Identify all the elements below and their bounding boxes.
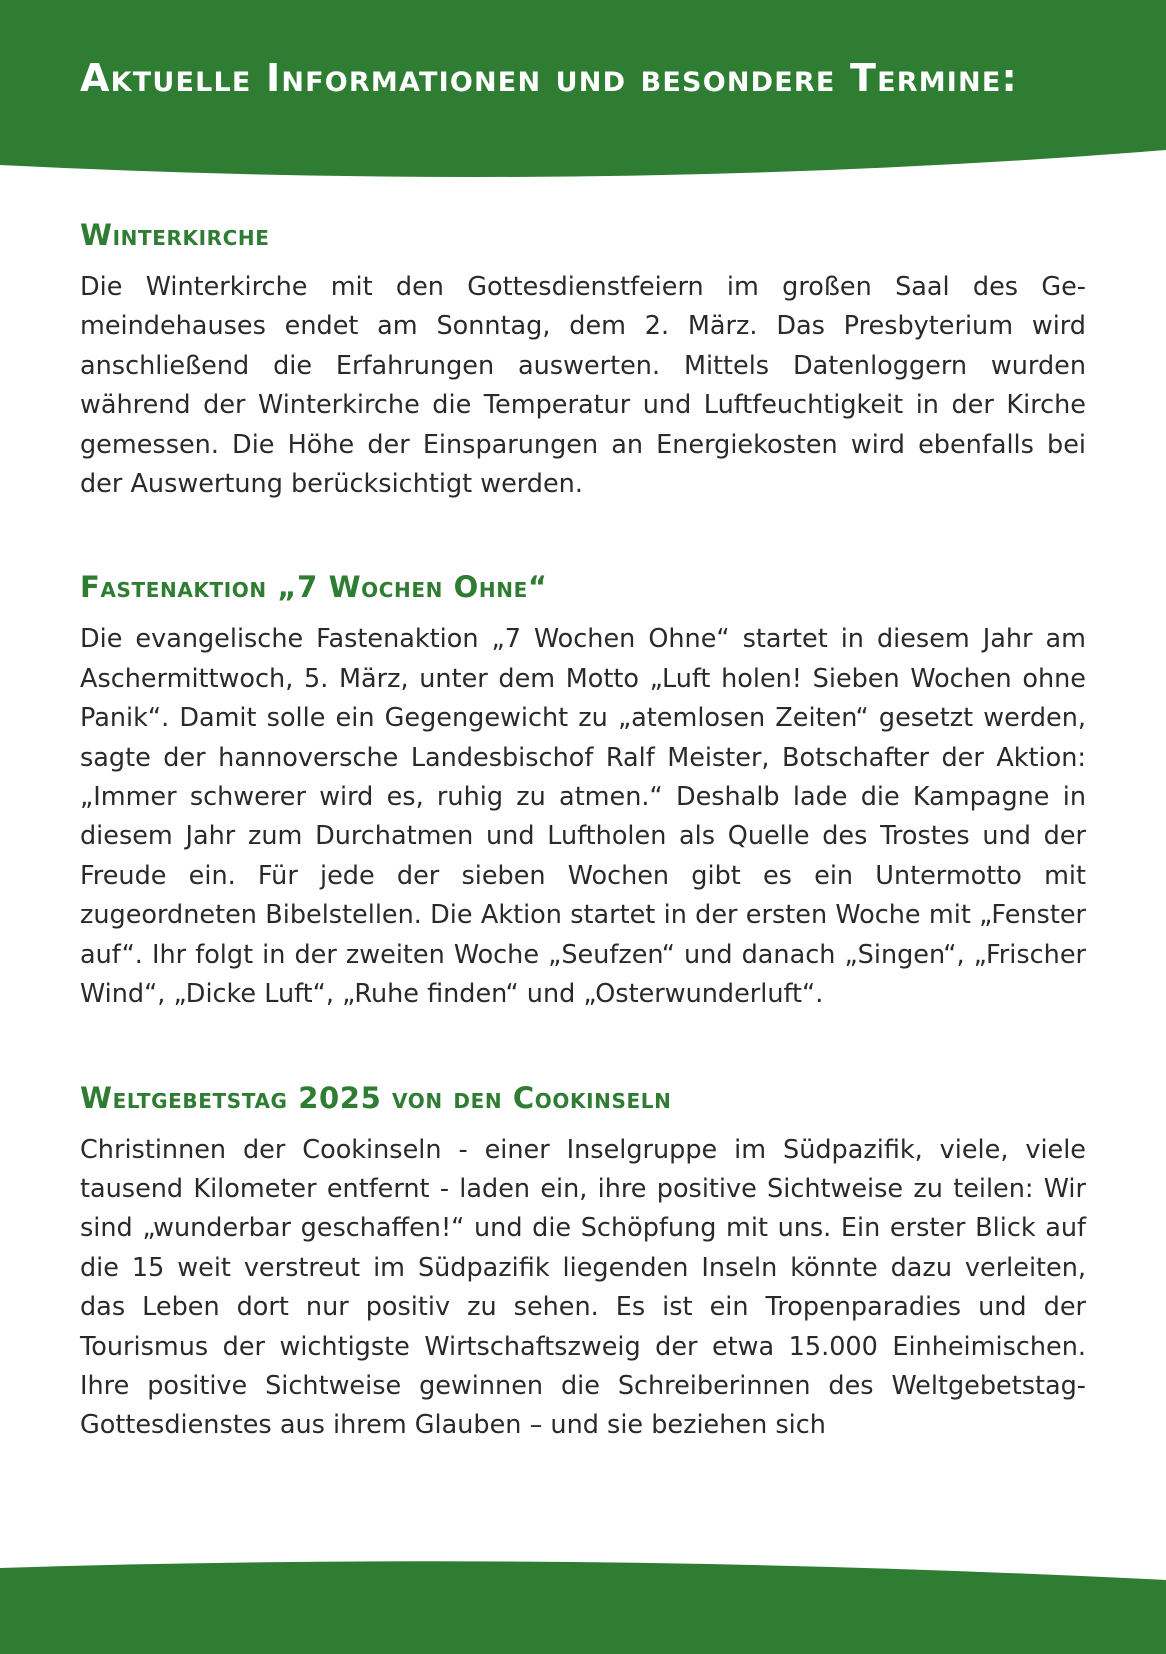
section-heading: Weltgebetstag 2025 von den Cookinseln xyxy=(80,1080,672,1115)
header-band xyxy=(0,0,1166,185)
footer-band xyxy=(0,1558,1166,1654)
section-heading: Winterkirche xyxy=(80,218,270,252)
section-heading: Fastenaktion „7 Wochen Ohne“ xyxy=(80,570,548,605)
section-body: Die Winterkirche mit den Gottesdienstfeiern im großen Saal des Gemeindehauses endet am Sonntag, dem 2. März. Das Presbyterium wird anschließend die Erfahrungen auswerten. Mittels Datenloggern wurden während der Winterkirche die Temperatur und Luftfeuchtigkeit in der Kirche gemessen. Die Höhe der Einsparungen an Energiekosten wird ebenfalls bei der Auswertung berücksichtigt werden. xyxy=(80,272,1086,500)
section-weltgebetstag xyxy=(80,1073,1086,1446)
page-title: Aktuelle Informationen und besondere Termine: xyxy=(80,56,1018,100)
footer-wave-shape xyxy=(0,1558,1166,1654)
main-content xyxy=(80,210,1086,1504)
section-body: Christinnen der Cookinseln - einer Inselgruppe im Südpazifik, viele, viele tausend Kilometer entfernt - laden ein, ihre positive Sichtweise zu teilen: Wir sind „wunderbar geschaffen!“ und die Schöpfung mit uns. Ein erster Blick auf die 15 weit verstreut im Südpazifik liegenden Inseln könnte dazu verleiten, das Leben dort nur positiv zu sehen. Es ist ein Tropenparadies und der Tourismus der wichtigste Wirtschaftszweig der etwa 15.000 Einheimischen. Ihre positive Sichtweise gewinnen die Schreiberinnen des Weltgebetstag-Gottesdienstes aus ihrem Glauben – und sie beziehen sich xyxy=(80,1134,1086,1441)
section-winterkirche xyxy=(80,210,1086,504)
section-fastenaktion xyxy=(80,562,1086,1014)
section-body: Die evangelische Fastenaktion „7 Wochen Ohne“ startet in diesem Jahr am Aschermittwoch, 5. März, unter dem Motto „Luft holen! Sieben Wochen ohne Panik“. Damit solle ein Gegengewicht zu „atemlosen Zeiten“ gesetzt werden, sagte der hannoversche Landesbischof Ralf Meister, Botschafter der Aktion: „Immer schwerer wird es, ruhig zu atmen.“ Deshalb lade die Kampagne in diesem Jahr zum Durchatmen und Luftholen als Quelle des Trostes und der Freude ein. Für jede der sieben Wochen gibt es ein Untermotto mit zugeordneten Bibelstellen. Die Aktion startet in der ersten Woche mit „Fenster auf“. Ihr folgt in der zweiten Woche „Seufzen“ und danach „Singen“, „Frischer Wind“, „Dicke Luft“, „Ruhe finden“ und „Osterwunderluft“. xyxy=(80,624,1086,1010)
